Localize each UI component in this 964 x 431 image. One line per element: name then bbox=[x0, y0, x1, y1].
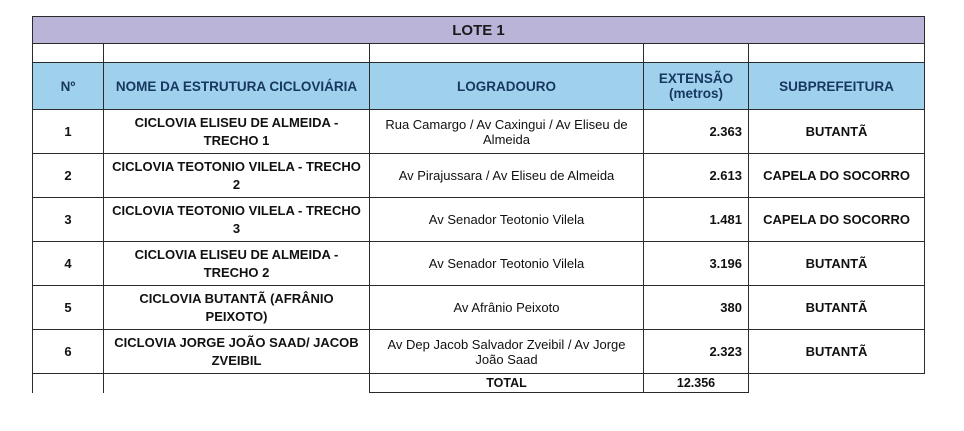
total-row bbox=[33, 374, 925, 393]
row-logradouro: Av Senador Teotonio Vilela bbox=[370, 242, 644, 286]
spacer-cell bbox=[644, 44, 749, 63]
lote-table bbox=[32, 16, 925, 393]
row-subprefeitura: BUTANTÃ bbox=[749, 330, 925, 374]
row-extensao: 2.613 bbox=[644, 154, 749, 198]
row-logradouro: Av Dep Jacob Salvador Zveibil / Av Jorge João Saad bbox=[370, 330, 644, 374]
spacer-cell bbox=[104, 44, 370, 63]
row-subprefeitura: CAPELA DO SOCORRO bbox=[749, 198, 925, 242]
row-subprefeitura: BUTANTÃ bbox=[749, 110, 925, 154]
table-title: LOTE 1 bbox=[33, 17, 925, 44]
row-num: 3 bbox=[33, 198, 104, 242]
total-label: TOTAL bbox=[370, 374, 644, 393]
row-name: CICLOVIA TEOTONIO VILELA - TRECHO 3 bbox=[104, 198, 370, 242]
row-name: CICLOVIA TEOTONIO VILELA - TRECHO 2 bbox=[104, 154, 370, 198]
total-blank-cell bbox=[33, 374, 104, 393]
row-logradouro: Av Senador Teotonio Vilela bbox=[370, 198, 644, 242]
header-logradouro: LOGRADOURO bbox=[370, 63, 644, 110]
row-num: 4 bbox=[33, 242, 104, 286]
row-subprefeitura: BUTANTÃ bbox=[749, 242, 925, 286]
row-logradouro: Av Afrânio Peixoto bbox=[370, 286, 644, 330]
header-row bbox=[33, 63, 925, 110]
spacer-row bbox=[33, 44, 925, 63]
row-extensao: 380 bbox=[644, 286, 749, 330]
title-row bbox=[33, 17, 925, 44]
row-subprefeitura: CAPELA DO SOCORRO bbox=[749, 154, 925, 198]
total-blank-cell bbox=[749, 374, 925, 393]
row-logradouro: Rua Camargo / Av Caxingui / Av Eliseu de Almeida bbox=[370, 110, 644, 154]
row-extensao: 3.196 bbox=[644, 242, 749, 286]
header-num: Nº bbox=[33, 63, 104, 110]
row-name: CICLOVIA BUTANTÃ (AFRÂNIO PEIXOTO) bbox=[104, 286, 370, 330]
row-extensao: 2.323 bbox=[644, 330, 749, 374]
row-num: 2 bbox=[33, 154, 104, 198]
header-name: NOME DA ESTRUTURA CICLOVIÁRIA bbox=[104, 63, 370, 110]
table-row bbox=[33, 154, 925, 198]
spacer-cell bbox=[370, 44, 644, 63]
spacer-cell bbox=[33, 44, 104, 63]
row-logradouro: Av Pirajussara / Av Eliseu de Almeida bbox=[370, 154, 644, 198]
table-row bbox=[33, 330, 925, 374]
row-subprefeitura: BUTANTÃ bbox=[749, 286, 925, 330]
header-subprefeitura: SUBPREFEITURA bbox=[749, 63, 925, 110]
row-num: 6 bbox=[33, 330, 104, 374]
spreadsheet bbox=[32, 16, 924, 393]
row-name: CICLOVIA JORGE JOÃO SAAD/ JACOB ZVEIBIL bbox=[104, 330, 370, 374]
total-blank-cell bbox=[104, 374, 370, 393]
table-row bbox=[33, 110, 925, 154]
table-row bbox=[33, 242, 925, 286]
total-value: 12.356 bbox=[644, 374, 749, 393]
row-extensao: 2.363 bbox=[644, 110, 749, 154]
table-row bbox=[33, 198, 925, 242]
table-row bbox=[33, 286, 925, 330]
header-extensao: EXTENSÃO (metros) bbox=[644, 63, 749, 110]
row-name: CICLOVIA ELISEU DE ALMEIDA - TRECHO 1 bbox=[104, 110, 370, 154]
row-name: CICLOVIA ELISEU DE ALMEIDA - TRECHO 2 bbox=[104, 242, 370, 286]
row-extensao: 1.481 bbox=[644, 198, 749, 242]
row-num: 1 bbox=[33, 110, 104, 154]
spacer-cell bbox=[749, 44, 925, 63]
row-num: 5 bbox=[33, 286, 104, 330]
